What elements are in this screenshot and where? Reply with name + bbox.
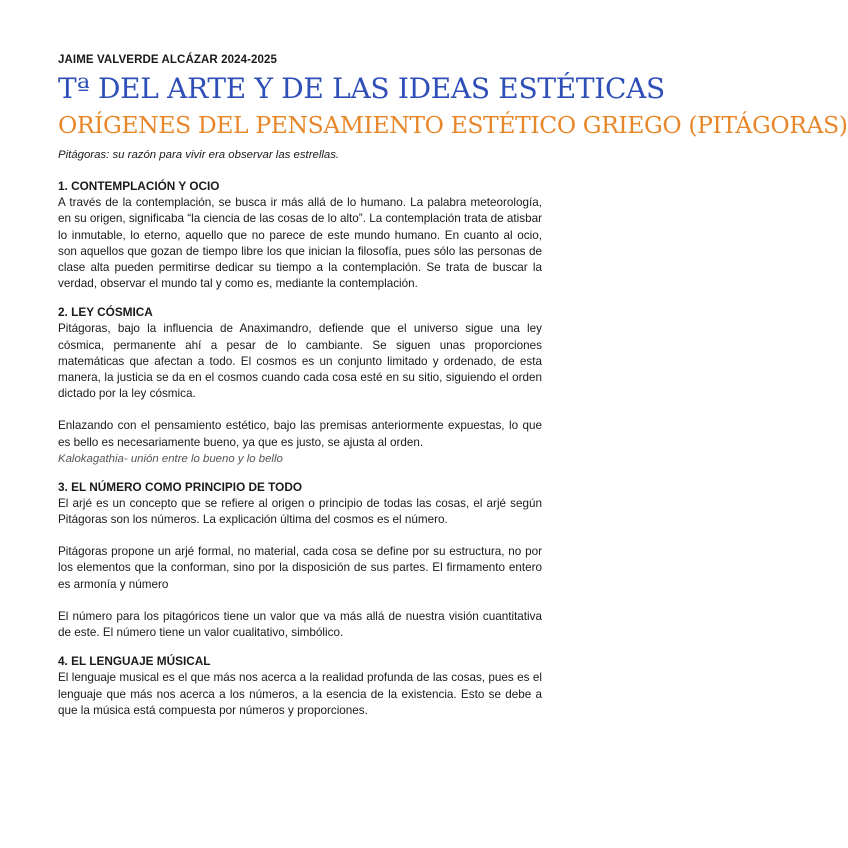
kalokagathia-quote: Kalokagathia- unión entre lo bueno y lo bello [58,452,283,465]
document-title: Tª DEL ARTE Y DE LAS IDEAS ESTÉTICAS [58,72,665,105]
section-heading: 2. LEY CÓSMICA [58,305,153,320]
document-subtitle: ORÍGENES DEL PENSAMIENTO ESTÉTICO GRIEGO (PITÁGORAS) [58,111,848,140]
section-paragraph: Pitágoras, bajo la influencia de Anaximandro, defiende que el universo sigue una ley cósmica, permanente ahí a pesar de lo cambiante. Se siguen unas proporciones matemáticas que afectan a todo. El cosmos es un conjunto limitado y ordenado, de esta manera, la justicia se da en el cosmos cuando cada cosa esté en su sitio, siguiendo el orden dictado por la ley cósmica. [58,322,542,401]
section-heading: 3. EL NÚMERO COMO PRINCIPIO DE TODO [58,479,303,494]
author-line: JAIME VALVERDE ALCÁZAR 2024-2025 [58,54,277,66]
epigraph: Pitágoras: su razón para vivir era observar las estrellas. [58,149,340,162]
section-heading: 1. CONTEMPLACIÓN Y OCIO [58,179,220,194]
section-heading: 4. EL LENGUAJE MÚSICAL [58,654,211,669]
section-ley-cosmica [58,305,542,466]
section-lenguaje-musical [58,654,542,719]
section-paragraph: Pitágoras propone un arjé formal, no material, cada cosa se define por su estructura, no por los elementos que la conforman, sino por la disposición de sus partes. El firmamento entero es armonía y número [58,545,542,591]
section-paragraph: El lenguaje musical es el que más nos acerca a la realidad profunda de las cosas, pues es el lenguaje que más nos acerca a los números, a la esencia de la existencia. Esto se debe a que la música está compuesta por números y proporciones. [58,671,542,717]
section-numero-principio [58,480,542,641]
section-paragraph: A través de la contemplación, se busca ir más allá de lo humano. La palabra meteorología, en su origen, significaba “la ciencia de las cosas de lo alto”. La contemplación trata de atisbar lo inmutable, lo eterno, aquello que no parece de este mundo humano. En cuanto al ocio, son aquellos que gozan de tiempo libre los que inician la filosofía, pues sólo las personas de clase alta pueden permitirse dedicar su tiempo a la contemplación. Se trata de buscar la verdad, observar el mundo tal y como es, mediante la contemplación. [58,196,543,291]
section-paragraph: El arjé es un concepto que se refiere al origen o principio de todas las cosas, el arjé según Pitágoras son los números. La explicación última del cosmos es el número. [58,496,542,527]
section-contemplacion-ocio [58,179,542,292]
section-paragraph: Enlazando con el pensamiento estético, bajo las premisas anteriormente expuestas, lo que es bello es necesariamente bueno, ya que es justo, se ajusta al orden. [58,419,542,449]
section-paragraph: El número para los pitagóricos tiene un valor que va más allá de nuestra visión cuantitativa de este. El número tiene un valor cualitativo, simbólico. [58,609,542,640]
